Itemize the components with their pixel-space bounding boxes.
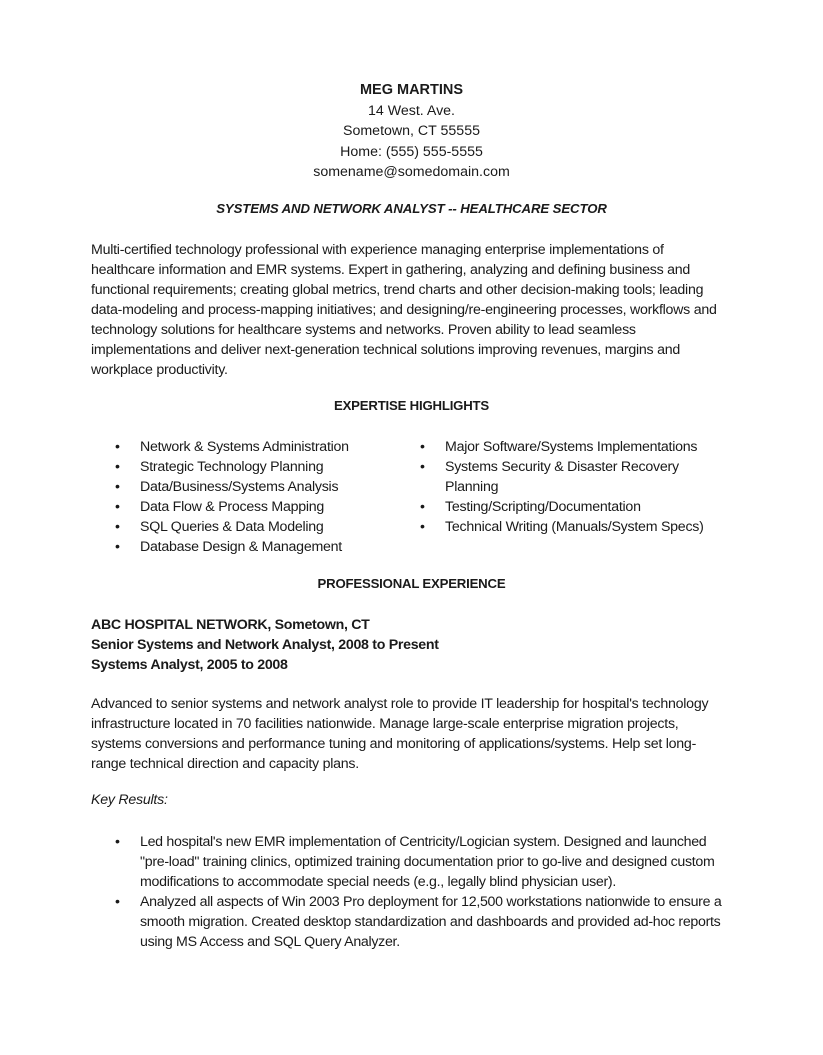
list-item: • Database Design & Management — [115, 539, 342, 555]
job-description: Advanced to senior systems and network analyst role to provide IT leadership for hospital's technology infrastructure located in 70 facilities nationwide. Manage large-scale enterprise migration projects, systems conversions and performance tuning and monitoring of applications/systems. Help set long-range technical direction and capacity plans. — [91, 696, 709, 772]
candidate-name: MEG MARTINS — [359, 82, 464, 98]
list-item: • SQL Queries & Data Modeling — [115, 519, 324, 535]
job-title-analyst: Systems Analyst, 2005 to 2008 — [91, 657, 288, 673]
list-item: • Systems Security & Disaster Recovery Planning — [420, 459, 679, 495]
phone-number: Home: (555) 555-5555 — [340, 143, 483, 160]
list-item: • Led hospital's new EMR implementation of Centricity/Logician system. Designed and launched "pre-load" training clinics, optimized training documentation prior to go-live and designed custom modifications to accommodate special needs (e.g., legally blind physician user). — [115, 834, 715, 890]
key-results-list — [115, 832, 735, 952]
bullet-icon: • — [420, 439, 425, 455]
list-item: • Network & Systems Administration — [115, 439, 349, 455]
list-item: • Data/Business/Systems Analysis — [115, 479, 339, 495]
bullet-icon: • — [115, 439, 120, 455]
bullet-icon: • — [420, 459, 425, 475]
bullet-icon: • — [420, 519, 425, 535]
bullet-icon: • — [115, 539, 120, 555]
email-address: somename@somedomain.com — [313, 164, 510, 180]
list-item: • Testing/Scripting/Documentation — [420, 499, 641, 515]
bullet-icon: • — [420, 499, 425, 515]
summary-paragraph: Multi-certified technology professional with experience managing enterprise implementations of healthcare information and EMR systems. Expert in gathering, analyzing and defining business and functional requirements; creating global metrics, trend charts and other decision-making tools; leading data-modeling and process-mapping initiatives; and designing/re-engineering processes, workflows and technology solutions for healthcare systems and networks. Proven ability to lead seamless implementations and deliver next-generation technical solutions improving revenues, margins and workplace productivity. — [91, 242, 717, 378]
list-item: • Major Software/Systems Implementations — [420, 439, 698, 455]
contact-header — [0, 80, 823, 183]
bullet-icon: • — [115, 834, 120, 850]
list-item: • Technical Writing (Manuals/System Specs) — [420, 519, 704, 535]
bullet-icon: • — [115, 499, 120, 515]
bullet-icon: • — [115, 479, 120, 495]
job-title-senior: Senior Systems and Network Analyst, 2008 to Present — [91, 637, 439, 653]
address-line-2: Sometown, CT 55555 — [343, 123, 480, 139]
bullet-icon: • — [115, 894, 120, 910]
expertise-heading: EXPERTISE HIGHLIGHTS — [333, 398, 489, 413]
list-item: • Analyzed all aspects of Win 2003 Pro deployment for 12,500 workstations nationwide to ensure a smooth migration. Created desktop standardization and dashboards and provided ad-hoc reports using MS Access and SQL Query Analyzer. — [115, 894, 722, 950]
experience-heading: PROFESSIONAL EXPERIENCE — [317, 576, 506, 591]
expertise-column-1 — [115, 437, 405, 557]
bullet-icon: • — [115, 519, 120, 535]
key-results-label: Key Results: — [91, 792, 168, 808]
list-item: • Strategic Technology Planning — [115, 459, 324, 475]
list-item: • Data Flow & Process Mapping — [115, 499, 325, 515]
bullet-icon: • — [115, 459, 120, 475]
address-line-1: 14 West. Ave. — [367, 102, 455, 119]
job-header — [91, 615, 439, 675]
employer-name: ABC HOSPITAL NETWORK, Sometown, CT — [91, 617, 370, 633]
expertise-column-2 — [420, 437, 720, 537]
headline: SYSTEMS AND NETWORK ANALYST -- HEALTHCARE SECTOR — [216, 201, 607, 216]
